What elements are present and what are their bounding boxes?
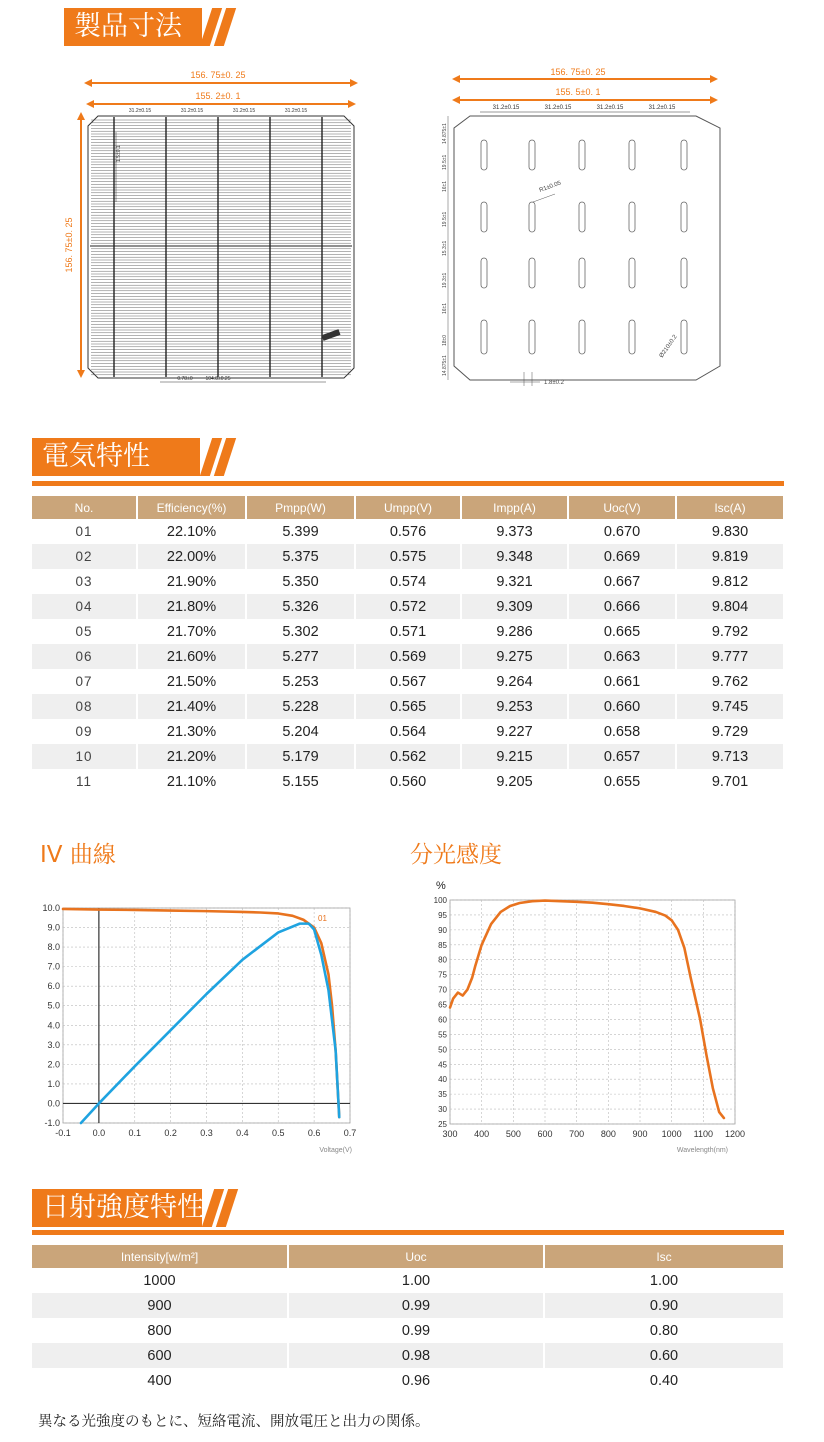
y-tick-label: 5.0 (47, 1000, 60, 1011)
x-tick-label: 1200 (724, 1129, 746, 1139)
solder-pad (681, 320, 687, 354)
col-intensity: Intensity[w/m²] (32, 1245, 288, 1268)
back-spacing-4: 31.2±0.15 (648, 105, 676, 111)
y-tick-label: 25 (438, 1120, 447, 1129)
x-tick-label: 0.3 (200, 1128, 213, 1138)
table-cell: 0.569 (355, 644, 461, 669)
x-tick-label: 500 (505, 1129, 521, 1139)
y-tick-label: 90 (438, 925, 447, 935)
back-overall-width: 156. 75±0. 25 (550, 67, 606, 77)
electrical-row (32, 544, 784, 569)
iv-chart-title: IV 曲線 (40, 842, 116, 868)
x-tick-label: 0.1 (128, 1128, 142, 1138)
y-tick-label: 30 (438, 1105, 447, 1115)
y-tick-label: 75 (438, 970, 447, 980)
col-irr-uoc: Uoc (288, 1245, 544, 1268)
solder-pad (579, 202, 585, 232)
table-cell: 9.205 (461, 769, 568, 794)
electrical-row (32, 594, 784, 619)
table-cell: 5.204 (246, 719, 355, 744)
table-cell: 21.10% (137, 769, 246, 794)
table-cell: 0.663 (568, 644, 676, 669)
table-cell: 0.670 (568, 519, 676, 544)
solder-pad (681, 140, 687, 170)
back-vdim-5: 15.3±1 (442, 240, 448, 256)
series-line-1 (450, 901, 724, 1118)
table-cell: 22.00% (137, 544, 246, 569)
y-tick-label: 50 (438, 1045, 447, 1055)
table-cell: 06 (32, 644, 137, 669)
front-cell-diagram (60, 62, 370, 392)
electrical-row (32, 719, 784, 744)
solder-pad (579, 258, 585, 288)
electrical-row (32, 644, 784, 669)
col-pmpp: Pmpp(W) (246, 496, 355, 519)
table-cell: 9.348 (461, 544, 568, 569)
back-vdim-8: 18±0 (442, 334, 448, 346)
table-cell: 0.669 (568, 544, 676, 569)
y-tick-label: 4.0 (47, 1020, 60, 1031)
iv-chart (28, 893, 368, 1163)
table-cell: 21.60% (137, 644, 246, 669)
electrical-row (32, 769, 784, 794)
table-cell: 9.321 (461, 569, 568, 594)
irradiance-header-row (32, 1245, 784, 1268)
y-axis-label: % (436, 880, 446, 892)
table-cell: 0.661 (568, 669, 676, 694)
electrical-title: 電気特性 (32, 438, 200, 476)
solder-pad (629, 202, 635, 232)
electrical-header-row (32, 496, 784, 519)
y-tick-label: 10.0 (42, 903, 60, 913)
electrical-row (32, 669, 784, 694)
back-vdim-3: 16±1 (442, 180, 448, 192)
table-cell: 9.373 (461, 519, 568, 544)
table-cell: 03 (32, 569, 137, 594)
y-tick-label: 85 (438, 940, 447, 950)
x-tick-label: 1000 (661, 1129, 682, 1139)
series-label: 01 (318, 914, 327, 923)
irradiance-footnote: 異なる光強度のもとに、短絡電流、開放電圧と出力の関係。 (38, 1414, 430, 1430)
front-spacing-3: 31.2±0.15 (232, 108, 256, 114)
table-cell: 5.155 (246, 769, 355, 794)
table-cell: 400 (32, 1368, 288, 1393)
table-cell: 0.667 (568, 569, 676, 594)
table-cell: 5.350 (246, 569, 355, 594)
y-tick-label: 0.0 (47, 1098, 60, 1109)
front-spacing-1: 31.2±0.15 (128, 108, 152, 114)
table-cell: 5.375 (246, 544, 355, 569)
irradiance-title: 日射強度特性 (32, 1189, 202, 1227)
table-cell: 9.830 (676, 519, 784, 544)
solder-pad (629, 320, 635, 354)
table-cell: 08 (32, 694, 137, 719)
y-tick-label: 9.0 (47, 922, 60, 933)
back-vdim-7: 16±1 (442, 302, 448, 314)
y-tick-label: 8.0 (47, 942, 60, 953)
back-spacing-1: 31.2±0.15 (492, 105, 520, 111)
table-cell: 21.90% (137, 569, 246, 594)
table-cell: 0.565 (355, 694, 461, 719)
series-line-1 (63, 909, 339, 1117)
x-tick-label: 300 (442, 1129, 458, 1139)
y-tick-label: 55 (438, 1030, 447, 1040)
irradiance-row (32, 1343, 784, 1368)
table-cell: 9.275 (461, 644, 568, 669)
y-tick-label: 35 (438, 1090, 447, 1100)
solder-pad (481, 258, 487, 288)
solder-pad (529, 140, 535, 170)
table-cell: 0.575 (355, 544, 461, 569)
back-pad-width: 1.8±0.2 (544, 380, 564, 386)
front-overall-width: 156. 75±0. 25 (190, 70, 246, 80)
table-cell: 21.20% (137, 744, 246, 769)
table-cell: 800 (32, 1318, 288, 1343)
table-cell: 09 (32, 719, 137, 744)
back-cell-diagram (440, 62, 730, 392)
table-cell: 0.666 (568, 594, 676, 619)
table-cell: 9.264 (461, 669, 568, 694)
table-cell: 0.665 (568, 619, 676, 644)
table-cell: 0.96 (288, 1368, 544, 1393)
table-cell: 5.179 (246, 744, 355, 769)
solder-pad (579, 140, 585, 170)
irradiance-table (32, 1245, 785, 1393)
table-cell: 22.10% (137, 519, 246, 544)
solder-pad (681, 258, 687, 288)
y-tick-label: 1.0 (47, 1078, 60, 1089)
y-tick-label: 70 (438, 985, 447, 995)
table-cell: 5.302 (246, 619, 355, 644)
table-cell: 1000 (32, 1268, 288, 1293)
table-cell: 10 (32, 744, 137, 769)
spectral-chart (410, 873, 760, 1163)
x-tick-label: 1100 (693, 1129, 714, 1139)
back-spacing-3: 31.2±0.15 (596, 105, 624, 111)
plot-frame (450, 900, 735, 1124)
table-cell: 0.655 (568, 769, 676, 794)
x-axis-label: Voltage(V) (319, 1147, 352, 1154)
y-tick-label: 3.0 (47, 1039, 60, 1050)
x-tick-label: 600 (537, 1129, 553, 1139)
back-cell-outline (454, 116, 720, 380)
x-tick-label: 0.7 (343, 1128, 357, 1138)
table-cell: 21.80% (137, 594, 246, 619)
table-cell: 0.657 (568, 744, 676, 769)
electrical-table (32, 496, 785, 794)
electrical-row (32, 694, 784, 719)
back-vdim-2: 19.5±1 (442, 154, 448, 170)
table-cell: 9.286 (461, 619, 568, 644)
back-spacing-2: 31.2±0.15 (544, 105, 572, 111)
table-cell: 0.576 (355, 519, 461, 544)
table-cell: 0.99 (288, 1318, 544, 1343)
solder-pad (481, 202, 487, 232)
table-cell: 9.729 (676, 719, 784, 744)
y-tick-label: 100 (433, 896, 447, 905)
solder-pad (529, 320, 535, 354)
solder-pad (579, 320, 585, 354)
table-cell: 5.228 (246, 694, 355, 719)
col-uoc: Uoc(V) (568, 496, 676, 519)
y-tick-label: 80 (438, 955, 447, 965)
table-cell: 9.812 (676, 569, 784, 594)
table-cell: 21.30% (137, 719, 246, 744)
irradiance-row (32, 1293, 784, 1318)
table-cell: 5.326 (246, 594, 355, 619)
table-cell: 0.564 (355, 719, 461, 744)
table-cell: 21.50% (137, 669, 246, 694)
front-bottom-dim: 104.8±0.25 (205, 376, 231, 382)
electrical-row (32, 519, 784, 544)
solder-pad (529, 258, 535, 288)
back-vdim-4: 19.5±1 (442, 211, 448, 227)
table-cell: 21.40% (137, 694, 246, 719)
table-cell: 600 (32, 1343, 288, 1368)
electrical-row (32, 569, 784, 594)
back-vdim-9: 14.875±1 (442, 355, 448, 376)
table-cell: 0.562 (355, 744, 461, 769)
table-cell: 0.60 (544, 1343, 784, 1368)
front-spacing-4: 31.2±0.15 (284, 108, 308, 114)
back-inner-width: 155. 5±0. 1 (555, 87, 601, 97)
col-isc: Isc(A) (676, 496, 784, 519)
table-cell: 9.215 (461, 744, 568, 769)
table-cell: 9.253 (461, 694, 568, 719)
y-tick-label: 60 (438, 1015, 447, 1025)
table-cell: 04 (32, 594, 137, 619)
col-impp: Impp(A) (461, 496, 568, 519)
front-spacing-2: 31.2±0.15 (180, 108, 204, 114)
x-tick-label: -0.1 (55, 1128, 71, 1138)
table-cell: 0.658 (568, 719, 676, 744)
col-efficiency: Efficiency(%) (137, 496, 246, 519)
solder-pad (681, 202, 687, 232)
table-cell: 5.277 (246, 644, 355, 669)
y-tick-label: 40 (438, 1075, 447, 1085)
table-cell: 0.567 (355, 669, 461, 694)
front-cell-outline (88, 116, 354, 378)
col-no: No. (32, 496, 137, 519)
x-tick-label: 900 (632, 1129, 648, 1139)
col-umpp: Umpp(V) (355, 496, 461, 519)
x-tick-label: 700 (569, 1129, 585, 1139)
table-cell: 0.98 (288, 1343, 544, 1368)
back-vdim-6: 19.3±1 (442, 272, 448, 288)
table-cell: 900 (32, 1293, 288, 1318)
table-cell: 05 (32, 619, 137, 644)
table-cell: 5.399 (246, 519, 355, 544)
table-cell: 1.00 (544, 1268, 784, 1293)
back-vdim-1: 14.875±1 (442, 123, 448, 144)
table-cell: 0.660 (568, 694, 676, 719)
table-cell: 9.227 (461, 719, 568, 744)
table-cell: 0.571 (355, 619, 461, 644)
table-cell: 9.777 (676, 644, 784, 669)
x-axis-label: Wavelength(nm) (676, 1147, 728, 1154)
irradiance-row (32, 1268, 784, 1293)
table-cell: 9.792 (676, 619, 784, 644)
front-inner-width: 155. 2±0. 1 (195, 91, 241, 101)
dimensions-title: 製品寸法 (64, 8, 202, 46)
col-irr-isc: Isc (544, 1245, 784, 1268)
x-tick-label: 800 (600, 1129, 616, 1139)
electrical-row (32, 619, 784, 644)
table-cell: 0.574 (355, 569, 461, 594)
table-cell: 11 (32, 769, 137, 794)
solder-pad (529, 202, 535, 232)
y-tick-label: 7.0 (47, 961, 60, 972)
irradiance-row (32, 1318, 784, 1343)
table-cell: 0.80 (544, 1318, 784, 1343)
y-tick-label: -1.0 (44, 1118, 60, 1128)
table-cell: 02 (32, 544, 137, 569)
table-cell: 07 (32, 669, 137, 694)
x-tick-label: 0.6 (307, 1128, 321, 1138)
back-diameter-note: Ø210±0.2 (658, 334, 679, 360)
table-cell: 9.309 (461, 594, 568, 619)
table-cell: 9.745 (676, 694, 784, 719)
solder-pad (481, 140, 487, 170)
table-cell: 1.00 (288, 1268, 544, 1293)
table-cell: 0.90 (544, 1293, 784, 1318)
front-finger-note: 0.78±0 (177, 376, 193, 382)
x-tick-label: 0.0 (92, 1128, 106, 1138)
electrical-underline (32, 481, 784, 486)
solder-pad (629, 258, 635, 288)
solder-pad (629, 140, 635, 170)
y-tick-label: 65 (438, 1000, 447, 1010)
table-cell: 9.701 (676, 769, 784, 794)
table-cell: 0.40 (544, 1368, 784, 1393)
table-cell: 0.572 (355, 594, 461, 619)
table-cell: 0.560 (355, 769, 461, 794)
irradiance-row (32, 1368, 784, 1393)
table-cell: 21.70% (137, 619, 246, 644)
x-tick-label: 0.4 (236, 1128, 249, 1138)
x-tick-label: 0.2 (164, 1128, 177, 1138)
y-tick-label: 2.0 (47, 1059, 60, 1070)
electrical-row (32, 744, 784, 769)
table-cell: 01 (32, 519, 137, 544)
back-radius-note: R1±0.05 (538, 180, 562, 194)
table-cell: 9.819 (676, 544, 784, 569)
table-cell: 0.99 (288, 1293, 544, 1318)
y-tick-label: 95 (438, 910, 447, 920)
series-line-2 (81, 924, 339, 1123)
solder-pad (481, 320, 487, 354)
x-tick-label: 0.5 (271, 1128, 285, 1138)
irradiance-underline (32, 1230, 784, 1235)
table-cell: 9.713 (676, 744, 784, 769)
front-pitch-note: 1.5±0.1 (116, 145, 122, 162)
front-height: 156. 75±0. 25 (64, 217, 74, 273)
table-cell: 9.804 (676, 594, 784, 619)
table-cell: 9.762 (676, 669, 784, 694)
spectral-chart-title: 分光感度 (410, 842, 502, 868)
y-tick-label: 45 (438, 1060, 447, 1070)
x-tick-label: 400 (474, 1129, 490, 1139)
table-cell: 5.253 (246, 669, 355, 694)
y-tick-label: 6.0 (47, 981, 60, 992)
